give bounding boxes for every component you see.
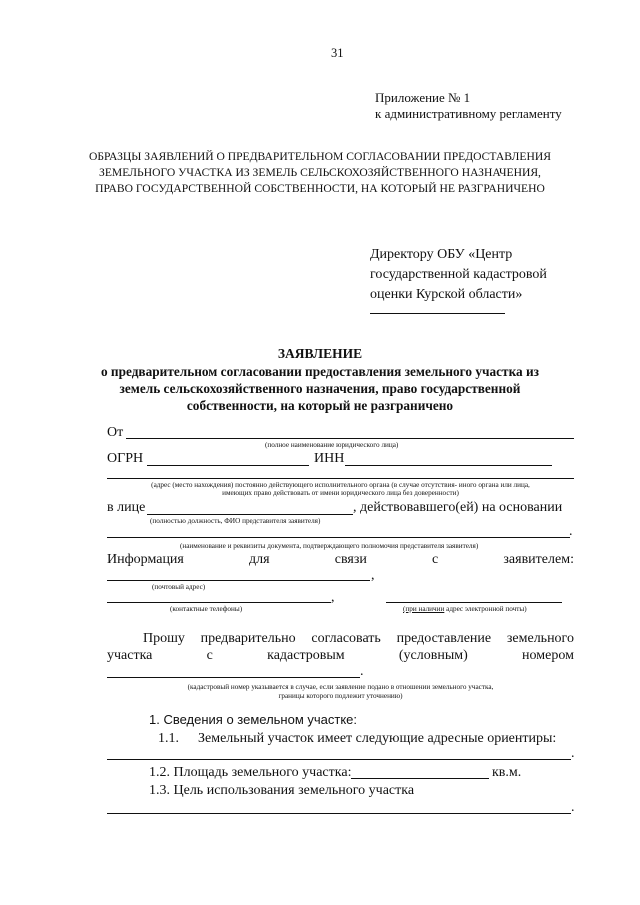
- item-1-2-unit: кв.м.: [492, 765, 522, 780]
- area-field[interactable]: [351, 778, 489, 779]
- header-caps-line: ОБРАЗЦЫ ЗАЯВЛЕНИЙ О ПРЕДВАРИТЕЛЬНОМ СОГЛАСОВАНИИ ПРЕДОСТАВЛЕНИЯ: [89, 150, 551, 163]
- request-word: (условным): [398, 648, 468, 663]
- document-field[interactable]: [107, 537, 570, 538]
- person-field[interactable]: [147, 514, 353, 515]
- from-caption: (полное наименование юридического лица): [265, 441, 399, 449]
- contact-word: Информация: [107, 552, 184, 567]
- purpose-field[interactable]: [107, 813, 571, 814]
- addressee-signature-line: [370, 313, 505, 314]
- header-caps-line: ПРАВО ГОСУДАРСТВЕННОЙ СОБСТВЕННОСТИ, НА КОТОРЫЙ НЕ РАЗГРАНИЧЕНО: [95, 182, 545, 195]
- phones-comma: ,: [331, 590, 335, 605]
- addressee-line: государственной кадастровой: [370, 267, 547, 282]
- request-word: предоставление: [396, 631, 492, 646]
- item-1-2-label: 1.2. Площадь земельного участка:: [149, 765, 352, 780]
- from-field[interactable]: [126, 438, 574, 439]
- item-1-3-label: 1.3. Цель использования земельного участка: [149, 783, 415, 798]
- item-1-1-number: 1.1.: [158, 731, 179, 746]
- page-number: 31: [331, 46, 344, 60]
- email-field[interactable]: [386, 602, 562, 603]
- subtitle-line: собственности, на который не разграничено: [186, 398, 454, 413]
- address-caption-1: (адрес (место нахождения) постоянно действующего исполнительного органа (в случае отсутствия- иного органа или лица,: [151, 481, 530, 489]
- ogrn-label: ОГРН: [107, 451, 144, 466]
- contact-word: с: [432, 552, 439, 567]
- phones-caption: (контактные телефоны): [170, 605, 243, 613]
- cadastral-period: .: [360, 664, 364, 679]
- contact-info-line: [107, 552, 574, 568]
- contact-word: для: [249, 552, 270, 567]
- addressee-line: Директору ОБУ «Центр: [370, 247, 513, 262]
- header-caps-line: ЗЕМЕЛЬНОГО УЧАСТКА ИЗ ЗЕМЕЛЬ СЕЛЬСКОХОЗЯЙСТВЕННОГО НАЗНАЧЕНИЯ,: [99, 166, 541, 179]
- document-caption: (наименование и реквизиты документа, подтверждающего полномочия представителя заявителя): [180, 542, 479, 550]
- request-word: участка: [107, 648, 153, 663]
- item-1-1-text: Земельный участок имеет следующие адресные ориентиры:: [198, 731, 557, 746]
- subtitle-line: земель сельскохозяйственного назначения, право государственной: [119, 381, 521, 396]
- person-caption: (полностью должность, ФИО представителя заявителя): [150, 517, 321, 525]
- statement-title: ЗАЯВЛЕНИЕ: [277, 346, 363, 361]
- contact-word: связи: [334, 552, 367, 567]
- request-line-2: [107, 648, 574, 664]
- section-1-heading: 1. Сведения о земельном участке:: [149, 712, 358, 727]
- request-word: земельного: [506, 631, 574, 646]
- appendix-line-1: Приложение № 1: [375, 90, 471, 105]
- contact-word: заявителем:: [503, 552, 574, 567]
- addressee-line: оценки Курской области»: [370, 287, 523, 302]
- request-word: согласовать: [311, 631, 381, 646]
- item-1-1-period: .: [571, 746, 575, 761]
- subtitle-line: о предварительном согласовании предоставления земельного участка из: [100, 364, 540, 379]
- address-caption-2: имеющих право действовать от имени юридического лица без доверенности): [222, 489, 459, 497]
- cadastral-caption-1: (кадастровый номер указывается в случае, если заявление подано в отношении земельного участка,: [187, 683, 494, 691]
- purpose-period: .: [571, 800, 575, 815]
- appendix-line-2: к административному регламенту: [375, 106, 562, 121]
- document-period: .: [569, 524, 573, 539]
- from-label: От: [107, 425, 124, 440]
- inn-field[interactable]: [345, 465, 552, 466]
- ogrn-field[interactable]: [147, 465, 309, 466]
- request-line-1: [143, 631, 574, 647]
- postal-caption: (почтовый адрес): [152, 583, 206, 591]
- address-field[interactable]: [107, 478, 574, 479]
- postal-field[interactable]: [107, 580, 370, 581]
- request-word: номером: [522, 648, 574, 663]
- request-word: с: [206, 648, 213, 663]
- cadastral-caption-2: границы которого подлежит уточнению): [278, 692, 403, 700]
- email-caption-rest: адрес электронной почты): [444, 605, 527, 613]
- phones-field[interactable]: [107, 602, 331, 603]
- person-suffix: , действовавшего(ей) на основании: [353, 500, 563, 515]
- item-1-1-field[interactable]: [107, 759, 571, 760]
- header-caps: [60, 149, 580, 197]
- cadastral-field[interactable]: [107, 677, 360, 678]
- addressee: [370, 245, 547, 305]
- request-word: предварительно: [200, 631, 296, 646]
- inn-label: ИНН: [314, 451, 345, 466]
- request-word: Прошу: [143, 631, 185, 646]
- statement-subtitle: [60, 363, 580, 414]
- person-label: в лице: [107, 500, 146, 515]
- email-caption-prefix: (при наличии: [403, 605, 445, 613]
- email-caption: [403, 605, 527, 613]
- postal-comma: ,: [371, 568, 375, 583]
- request-word: кадастровым: [267, 648, 345, 663]
